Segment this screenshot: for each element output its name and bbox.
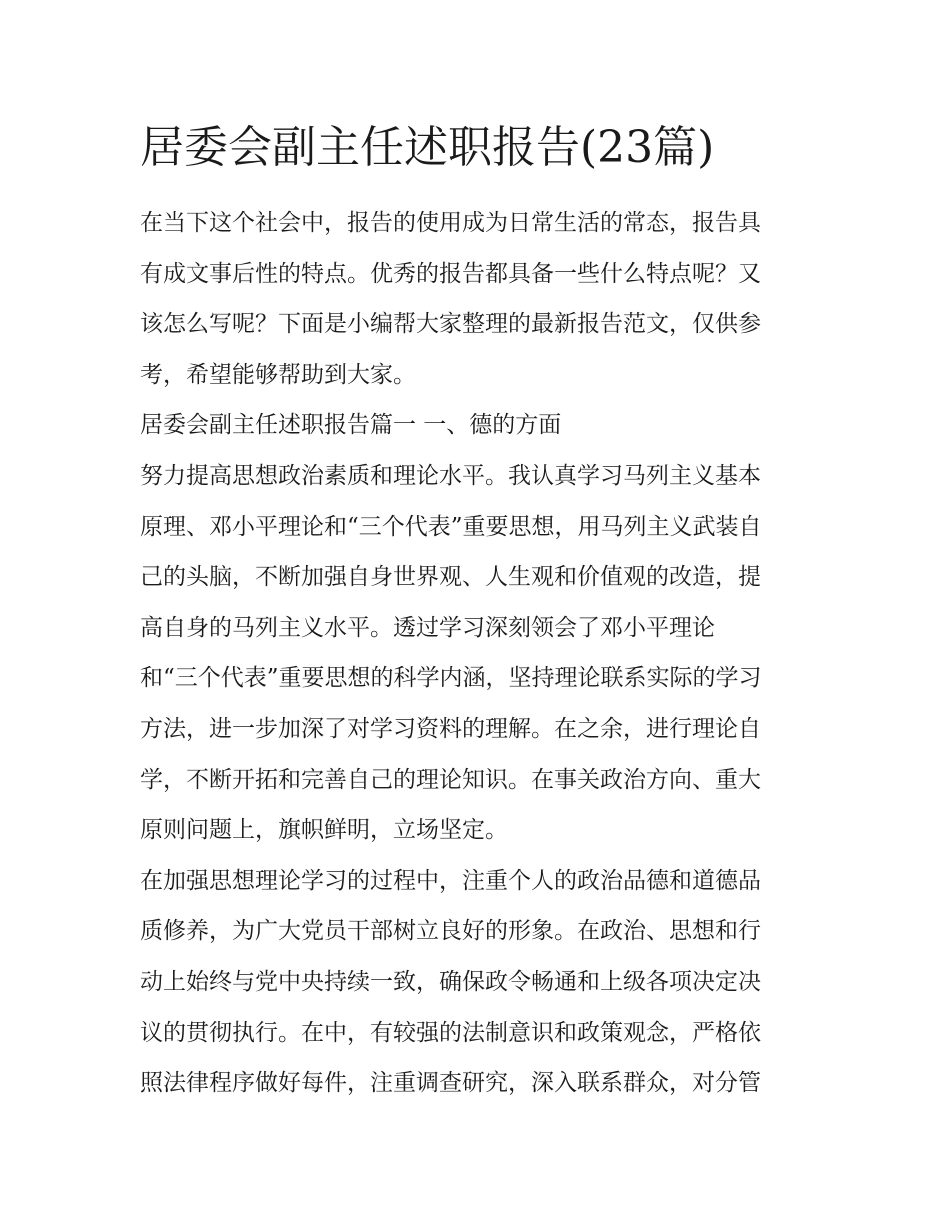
text-line: 议的贯彻执行。在中，有较强的法制意识和政策观念，严格依 bbox=[140, 1019, 761, 1046]
document-body bbox=[140, 112, 815, 1109]
text-line: 有成文事后性的特点。优秀的报告都具备一些什么特点呢？又 bbox=[140, 260, 761, 287]
document-title: 居委会副主任述职报告(23篇) bbox=[140, 122, 715, 173]
text-line: 该怎么写呢？下面是小编帮大家整理的最新报告范文，仅供参 bbox=[140, 311, 761, 338]
text-line: 照法律程序做好每件，注重调查研究，深入联系群众，对分管 bbox=[140, 1070, 761, 1097]
text-line: 动上始终与党中央持续一致，确保政令畅通和上级各项决定决 bbox=[140, 968, 761, 995]
text-line: 学，不断开拓和完善自己的理论知识。在事关政治方向、重大 bbox=[140, 766, 761, 793]
paragraph-block bbox=[140, 198, 815, 1109]
text-line: 在加强思想理论学习的过程中，注重个人的政治品德和道德品 bbox=[140, 867, 761, 894]
section-heading-line: 居委会副主任述职报告篇一 一、德的方面 bbox=[140, 412, 562, 439]
text-line: 努力提高思想政治素质和理论水平。我认真学习马列主义基本 bbox=[140, 462, 761, 489]
text-line: 原理、邓小平理论和“三个代表”重要思想，用马列主义武装自 bbox=[140, 513, 762, 540]
text-line: 方法，进一步加深了对学习资料的理解。在之余，进行理论自 bbox=[140, 715, 761, 742]
text-line: 原则问题上，旗帜鲜明，立场坚定。 bbox=[140, 817, 508, 844]
text-line: 考，希望能够帮助到大家。 bbox=[140, 361, 416, 388]
text-line: 高自身的马列主义水平。透过学习深刻领会了邓小平理论 bbox=[140, 614, 715, 641]
text-line: 己的头脑，不断加强自身世界观、人生观和价值观的改造，提 bbox=[140, 564, 761, 591]
text-line: 在当下这个社会中，报告的使用成为日常生活的常态，报告具 bbox=[140, 210, 761, 236]
text-line: 和“三个代表”重要思想的科学内涵，坚持理论联系实际的学习 bbox=[140, 665, 762, 692]
text-line: 质修养，为广大党员干部树立良好的形象。在政治、思想和行 bbox=[140, 918, 761, 945]
